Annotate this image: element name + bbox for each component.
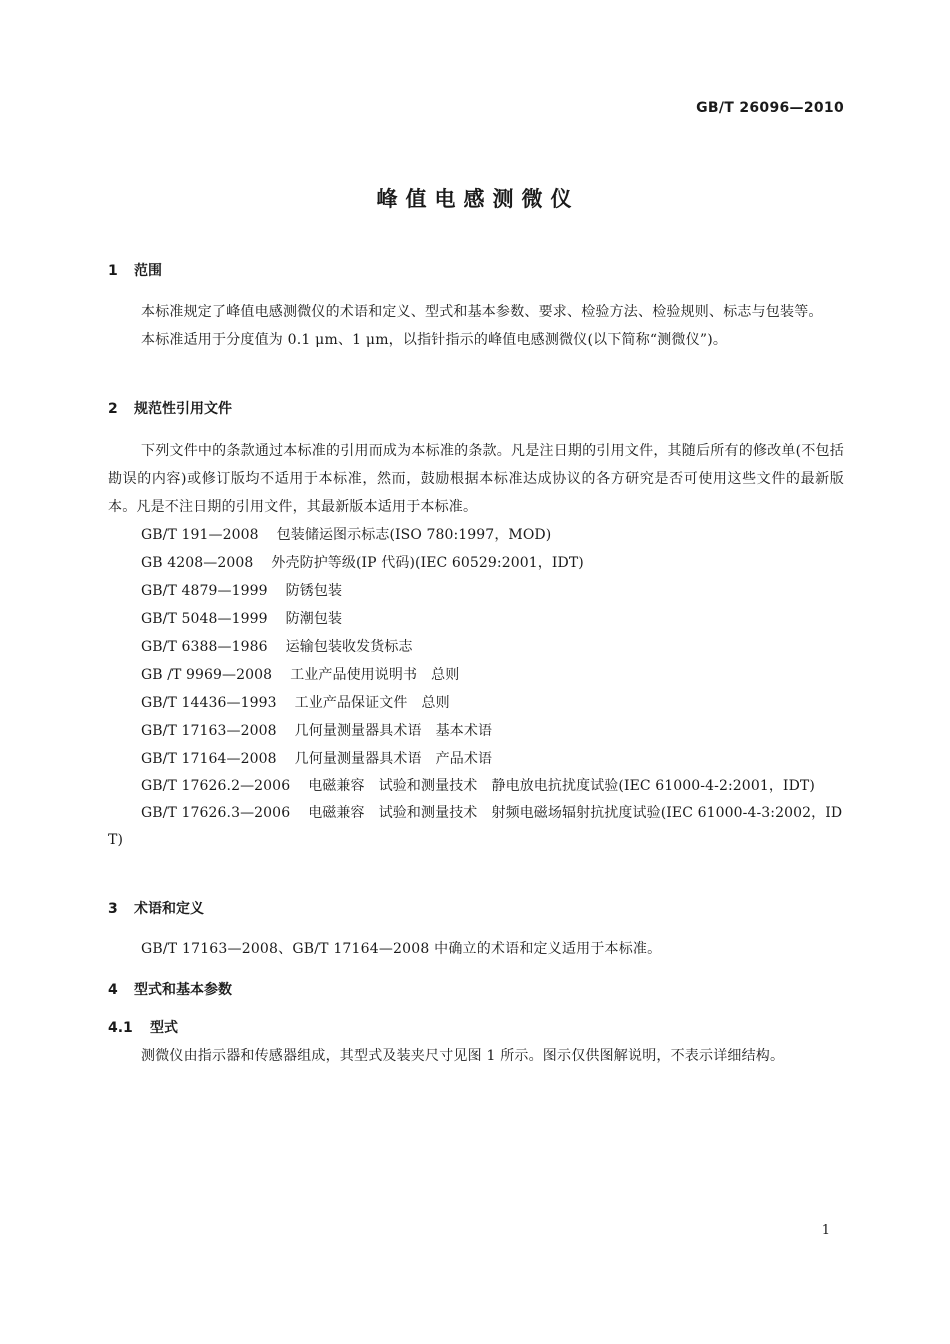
reference-code: GB 4208—2008 [141,555,254,571]
section-4-heading [108,980,844,1000]
page-number: 1 [821,1223,830,1238]
section-title: 规范性引用文件 [134,401,232,417]
section-number: 4 [108,982,118,998]
subsection-title: 型式 [150,1020,178,1036]
reference-code: GB/T 6388—1986 [141,639,268,655]
reference-code: GB/T 17626.2—2006 [141,778,291,794]
reference-item [108,633,844,661]
reference-item [108,661,844,689]
section-2-body [108,437,844,854]
reference-item [108,745,844,773]
section-3-body [108,935,844,963]
reference-item [108,773,844,800]
subsection-4-1-body [108,1042,844,1070]
reference-code: GB /T 9969—2008 [141,667,273,683]
standard-number: GB/T 26096—2010 [696,100,844,116]
paragraph: GB/T 17163—2008、GB/T 17164—2008 中确立的术语和定义适用于本标准。 [141,941,662,957]
reference-item [108,605,844,633]
reference-title: 运输包装收发货标志 [285,639,413,655]
reference-item [108,800,844,854]
section-1-body [108,298,844,354]
reference-title: 工业产品保证文件 总则 [294,695,450,711]
section-number: 2 [108,401,118,417]
reference-title: 外壳防护等级(IP 代码)(IEC 60529:2001，IDT) [271,555,584,571]
section-number: 3 [108,901,118,917]
section-title: 型式和基本参数 [134,982,232,998]
reference-code: GB/T 191—2008 [141,527,259,543]
reference-title: 防锈包装 [285,583,343,599]
section-3-heading [108,899,844,919]
paragraph: 本标准规定了峰值电感测微仪的术语和定义、型式和基本参数、要求、检验方法、检验规则、标志与包装等。 [141,304,823,320]
reference-item [108,521,844,549]
reference-title: 电磁兼容 试验和测量技术 射频电磁场辐射抗扰度试验(IEC 61000-4-3:2002，IDT) [108,805,843,848]
paragraph: 本标准适用于分度值为 0.1 μm、1 μm，以指针指示的峰值电感测微仪(以下简称“测微仪”)。 [141,332,728,348]
subsection-number: 4.1 [108,1020,133,1036]
reference-title: 电磁兼容 试验和测量技术 静电放电抗扰度试验(IEC 61000-4-2:2001，IDT) [308,778,815,794]
reference-item [108,577,844,605]
reference-item [108,549,844,577]
reference-item [108,689,844,717]
reference-code: GB/T 17626.3—2006 [141,805,291,821]
section-2-heading [108,399,844,419]
reference-title: 几何量测量器具术语 基本术语 [294,723,493,739]
section-1-heading [108,261,844,281]
section-number: 1 [108,263,118,279]
reference-code: GB/T 14436—1993 [141,695,277,711]
paragraph: 下列文件中的条款通过本标准的引用而成为本标准的条款。凡是注日期的引用文件，其随后所有的修改单(不包括勘误的内容)或修订版均不适用于本标准，然而，鼓励根据本标准达成协议的各方研究是否可使用这些文件的最新版本。凡是不注日期的引用文件，其最新版本适用于本标准。 [108,443,844,515]
reference-item [108,717,844,745]
reference-code: GB/T 4879—1999 [141,583,268,599]
reference-title: 包装储运图示标志(ISO 780:1997，MOD) [276,527,552,543]
subsection-4-1-heading [108,1018,844,1038]
reference-code: GB/T 17163—2008 [141,723,277,739]
reference-code: GB/T 17164—2008 [141,751,277,767]
reference-title: 工业产品使用说明书 总则 [290,667,460,683]
document-title: 峰值电感测微仪 [376,187,580,211]
reference-title: 防潮包装 [285,611,343,627]
paragraph: 测微仪由指示器和传感器组成，其型式及装夹尺寸见图 1 所示。图示仅供图解说明，不表示详细结构。 [141,1048,785,1064]
reference-code: GB/T 5048—1999 [141,611,268,627]
section-title: 术语和定义 [134,901,204,917]
reference-title: 几何量测量器具术语 产品术语 [294,751,493,767]
section-title: 范围 [134,263,162,279]
